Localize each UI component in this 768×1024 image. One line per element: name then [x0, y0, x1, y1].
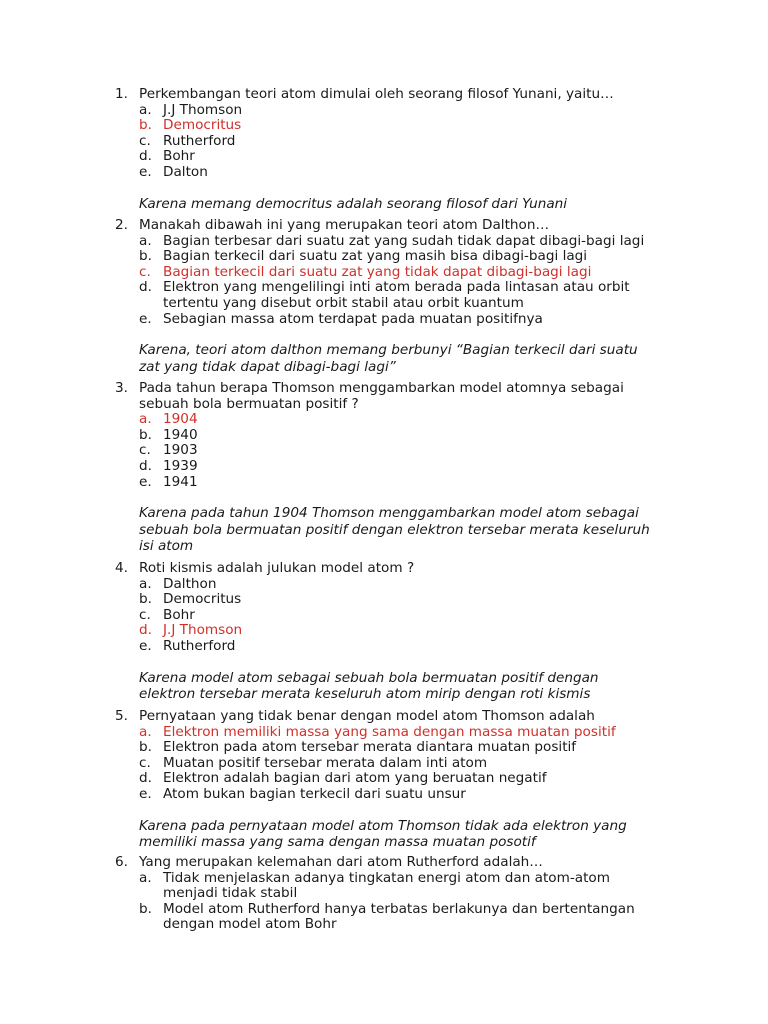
question-3 — [115, 381, 695, 554]
option-letter: d. — [139, 457, 152, 474]
option-text: Elektron adalah bagian dari atom yang beruatan negatif — [163, 770, 547, 787]
option-letter: d. — [139, 279, 152, 296]
option-e — [139, 639, 695, 655]
question-6 — [115, 855, 695, 933]
option-letter: a. — [139, 723, 152, 740]
option-e — [139, 475, 695, 491]
option-text: Sebagian massa atom terdapat pada muatan positifnya — [163, 310, 543, 327]
option-text: 1903 — [163, 442, 198, 459]
option-letter: a. — [139, 101, 152, 118]
option-b — [139, 740, 695, 756]
question-2 — [115, 218, 695, 375]
question-text: sebuah bola bermuatan positif ? — [139, 395, 359, 412]
option-c — [139, 443, 695, 459]
option-text: Bohr — [163, 606, 195, 623]
option-text: Bagian terkecil dari suatu zat yang masih bisa dibagi-bagi lagi — [163, 248, 588, 265]
option-letter: c. — [139, 754, 151, 771]
option-letter: b. — [139, 248, 152, 265]
option-letter: a. — [139, 232, 152, 249]
explanation: Karena memang democritus adalah seorang filosof dari Yunani — [139, 195, 568, 212]
option-letter: b. — [139, 426, 152, 443]
question-text: Perkembangan teori atom dimulai oleh seorang filosof Yunani, yaitu… — [139, 86, 614, 102]
question-number: 6. — [115, 854, 128, 870]
option-letter: a. — [139, 575, 152, 592]
option-a-correct — [139, 725, 695, 741]
question-text: Pernyataan yang tidak benar dengan model atom Thomson adalah — [139, 708, 595, 724]
option-letter: d. — [139, 770, 152, 787]
option-letter: d. — [139, 622, 152, 639]
option-text: Elektron yang mengelilingi inti atom berada pada lintasan atau orbit tertentu yang disebut orbit stabil atau orbit kuantum — [163, 279, 630, 311]
question-number: 5. — [115, 708, 128, 724]
option-b — [139, 249, 695, 265]
option-text: Dalton — [163, 163, 208, 180]
question-stem-continued — [115, 397, 695, 413]
option-b — [139, 592, 695, 608]
option-text: J.J Thomson — [163, 622, 243, 639]
option-text: Dalthon — [163, 575, 217, 592]
option-text: Atom bukan bagian terkecil dari suatu unsur — [163, 785, 466, 802]
option-c — [139, 134, 695, 150]
option-e — [139, 165, 695, 181]
option-b — [139, 902, 695, 933]
option-letter: e. — [139, 310, 152, 327]
option-letter: a. — [139, 869, 152, 886]
option-b — [139, 428, 695, 444]
option-text: Elektron memiliki massa yang sama dengan massa muatan positif — [163, 723, 616, 740]
option-a — [139, 871, 695, 902]
option-e — [139, 787, 695, 803]
option-text: Tidak menjelaskan adanya tingkatan energi atom dan atom-atom menjadi tidak stabil — [163, 869, 610, 902]
option-letter: d. — [139, 148, 152, 165]
option-text: Rutherford — [163, 132, 236, 149]
option-text: Democritus — [163, 117, 242, 134]
option-letter: e. — [139, 473, 152, 490]
explanation: Karena pada pernyataan model atom Thomson tidak ada elektron yang memiliki massa yang sama dengan massa muatan posotif — [139, 817, 627, 850]
question-stem — [115, 218, 695, 234]
question-number: 2. — [115, 217, 128, 233]
question-text: Roti kismis adalah julukan model atom ? — [139, 560, 415, 576]
explanation: Karena model atom sebagai sebuah bola bermuatan positif dengan elektron tersebar merata keseluruh atom mirip dengan roti kismis — [139, 669, 599, 702]
option-text: Model atom Rutherford hanya terbatas berlakunya dan bertentangan dengan model atom Bohr — [163, 900, 635, 933]
option-text: Democritus — [163, 591, 242, 608]
option-c — [139, 608, 695, 624]
option-letter: e. — [139, 163, 152, 180]
option-letter: c. — [139, 606, 151, 623]
option-text: J.J Thomson — [163, 101, 243, 118]
option-text: 1939 — [163, 457, 198, 474]
question-number: 1. — [115, 86, 128, 102]
option-text: Muatan positif tersebar merata dalam inti atom — [163, 754, 488, 771]
explanation: Karena, teori atom dalthon memang berbunyi “Bagian terkecil dari suatu zat yang tidak dapat dibagi-bagi lagi” — [139, 342, 638, 375]
option-a-correct — [139, 412, 695, 428]
option-letter: a. — [139, 411, 152, 428]
option-letter: c. — [139, 132, 151, 149]
question-stem — [115, 855, 695, 871]
option-a — [139, 103, 695, 119]
option-letter: b. — [139, 117, 152, 134]
option-d — [139, 149, 695, 165]
question-1 — [115, 87, 695, 212]
option-e — [139, 312, 695, 328]
option-d — [139, 459, 695, 475]
question-4 — [115, 561, 695, 702]
option-a — [139, 234, 695, 250]
option-c-correct — [139, 265, 695, 281]
question-text: Manakah dibawah ini yang merupakan teori atom Dalthon… — [139, 217, 550, 233]
question-stem — [115, 381, 695, 397]
option-text: Rutherford — [163, 637, 236, 654]
option-letter: b. — [139, 739, 152, 756]
question-text: Yang merupakan kelemahan dari atom Rutherford adalah… — [139, 854, 543, 870]
question-stem — [115, 709, 695, 725]
option-text: Elektron pada atom tersebar merata diantara muatan positif — [163, 739, 577, 756]
question-text: Pada tahun berapa Thomson menggambarkan model atomnya sebagai — [139, 380, 624, 396]
option-text: 1904 — [163, 411, 198, 428]
option-text: 1940 — [163, 426, 198, 443]
question-stem — [115, 87, 695, 103]
option-letter: c. — [139, 442, 151, 459]
question-number: 3. — [115, 380, 128, 396]
option-letter: b. — [139, 900, 152, 917]
question-5 — [115, 709, 695, 850]
option-d — [139, 771, 695, 787]
question-stem — [115, 561, 695, 577]
option-c — [139, 756, 695, 772]
option-b-correct — [139, 118, 695, 134]
option-d — [139, 280, 695, 311]
option-text: Bohr — [163, 148, 195, 165]
option-text: Bagian terbesar dari suatu zat yang sudah tidak dapat dibagi-bagi lagi — [163, 232, 645, 249]
option-letter: e. — [139, 785, 152, 802]
explanation: Karena pada tahun 1904 Thomson menggambarkan model atom sebagai sebuah bola bermuatan positif dengan elektron tersebar merata keseluruh isi atom — [139, 505, 650, 554]
option-a — [139, 577, 695, 593]
option-letter: b. — [139, 591, 152, 608]
option-d-correct — [139, 623, 695, 639]
option-text: Bagian terkecil dari suatu zat yang tidak dapat dibagi-bagi lagi — [163, 263, 592, 280]
question-number: 4. — [115, 560, 128, 576]
option-letter: c. — [139, 263, 151, 280]
option-text: 1941 — [163, 473, 198, 490]
option-letter: e. — [139, 637, 152, 654]
